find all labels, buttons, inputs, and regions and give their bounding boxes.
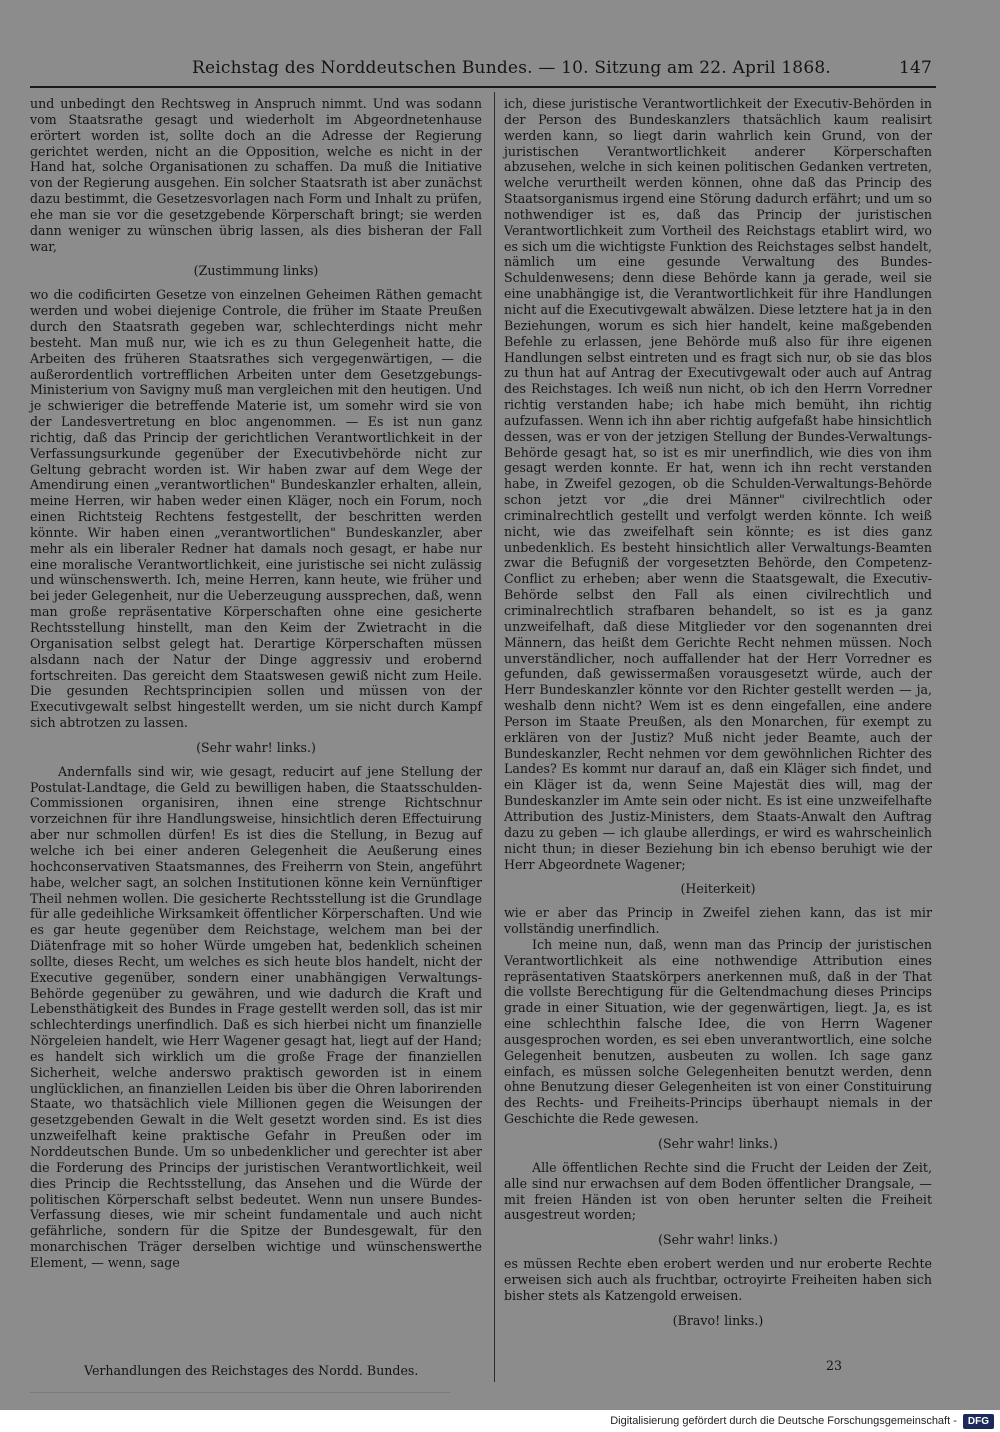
left-column <box>30 96 482 1271</box>
header-rule <box>30 86 936 88</box>
dfg-logo[interactable]: DFG <box>963 1414 994 1429</box>
right-paragraph-5: es müssen Rechte eben erobert werden und nur eroberte Rechte erweisen sich auch als fruchtbar, octroyirte Freiheiten haben sich bisher stets als Katzengold erweisen. <box>504 1256 932 1303</box>
right-interjection-1: (Heiterkeit) <box>680 881 756 897</box>
digitization-credit: Digitalisierung gefördert durch die Deutsche Forschungsgemeinschaft - <box>610 1415 957 1427</box>
running-header <box>192 58 932 82</box>
right-column <box>504 96 932 1336</box>
left-paragraph-3: Andernfalls sind wir, wie gesagt, reducirt auf jene Stellung der Postulat-Landtage, die Geld zu bewilligen haben, die Staatsschulden-Commissionen organisiren, ihnen eine strenge Richtschnur vorzeichnen für ihre Handlungsweise, hinsichtlich deren Effectuirung aber nur schmollen dürfen! Es ist dies die Stellung, in Bezug auf welche ich bei einer anderen Gelegenheit die Aeußerung eines hochconservativen Staatsmannes, des Freiherrn von Stein, angeführt habe, welcher sagt, an solchen Institutionen könne kein Vernünftiger Theil nehmen wollen. Die gesicherte Rechtsstellung ist die Grundlage für alle gedeihliche Wirksamkeit öffentlicher Körperschaften. Und wie es gar heute gegenüber dem Reichstage, welchem man bei der Diätenfrage mit so hoher Würde umgeben hat, bedenklich scheinen sollte, dieses Recht, um welches es sich heute blos handelt, nicht der Executive gegenüber, sondern einer unabhängigen Verwaltungs-Behörde gegenüber zu gewähren, und wie dadurch die Kraft und Lebensthätigkeit des Bundes in Frage gestellt werden soll, das ist mir schlechterdings unerfindlich. Daß es sich hierbei nicht um finanzielle Nörgeleien handelt, wie Herr Wagener gesagt hat, liegt auf der Hand; es handelt sich wirklich um die große Frage der finanziellen Sicherheit, welche anderswo praktisch geworden ist in einem unglücklichen, an finanziellen Leiden bis über die Ohren laborirenden Staate, wo thatsächlich viele Millionen gegen die Weisungen der gesetzgebenden Gewalt in die Welt gesetzt worden sind. Es ist dies unzweifelhaft keine praktische Gefahr in Preußen oder im Norddeutschen Bunde. Um so unbedenklicher und gerechter ist aber die Forderung des Princips der juristischen Verantwortlichkeit, weil dies Princip die Rechtsstellung, das Ansehen und die Würde der politischen Körperschaft selbst bedeutet. Wenn nun unsere Bundes-Verfassung dieses, wie mir scheint fundamentale und auch nicht gefährliche, sondern für die Spitze der Bundesgewalt, für den monarchischen Träger derselben wichtige und wünschenswerthe Element, — wenn, sage <box>30 763 482 1270</box>
column-divider <box>494 92 495 1382</box>
digitization-footer <box>0 1410 1000 1432</box>
right-paragraph-1: ich, diese juristische Verantwortlichkeit der Executiv-Behörden in der Person des Bundeskanzlers thatsächlich kaum realisirt werden kann, so liegt darin wahrlich kein Grund, von der juristischen Verantwortlichkeit anderer Körperschaften abzusehen, welche in sich keinen politischen Gedanken vertreten, welche verurtheilt werden können, ohne daß das Princip des Staatsorganismus irgend eine Störung dadurch erfährt; und um so nothwendiger ist es, daß das Princip der juristischen Verantwortlichkeit zum Vortheil des Reichstags etablirt wird, wo es sich um die wichtigste Funktion des Reichstages selbst handelt, nämlich um eine gesunde Verwaltung des Bundes-Schuldenwesens; denn diese Behörde kann ja gerade, weil sie eine unabhängige ist, die Verantwortlichkeit für ihre Handlungen nicht auf die Executivgewalt abwälzen. Diese letztere hat ja in den Beziehungen, worum es sich hier handelt, keine maßgebenden Befehle zu erlassen, jene Behörde muß also für ihre eigenen Handlungen selbst eintreten und es fragt sich nur, ob sie das blos zu thun hat auf Antrag der Executivgewalt oder auch auf Antrag des Reichstages. Ich weiß nun nicht, ob ich den Herrn Vorredner richtig verstanden habe; ich habe mich bemüht, ihn richtig aufzufassen. Wenn ich ihn aber richtig aufgefaßt habe hinsichtlich dessen, was er von der jetzigen Stellung der Bundes-Verwaltungs-Behörde gesagt hat, so ist es mir unerfindlich, wie dies von ihm gesagt werden konnte. Er hat, wenn ich ihn recht verstanden habe, in Zweifel gezogen, ob die Schulden-Verwaltungs-Behörde schon jetzt vor „die drei Männer" civilrechtlich oder criminalrechtlich gestellt und verfolgt werden könnte. Ich weiß nicht, wie das zweifelhaft sein könnte; es ist dies ganz unbedenklich. Es besteht hinsichtlich aller Verwaltungs-Beamten zwar die Befugniß der vorgesetzten Behörde, den Competenz-Conflict zu erheben; aber wenn die Staatsgewalt, die Executiv-Behörde selbst den Fall als einen civilrechtlich und criminalrechtlich strafbaren behandelt, so ist es ja ganz unzweifelhaft, daß diese Mitglieder vor den sogenannten drei Männern, das heißt dem Gerichte Recht nehmen müssen. Noch unverständlicher, noch auffallender hat der Herr Vorredner es gefunden, daß gewissermaßen vorausgesetzt würde, auch der Herr Bundeskanzler könnte vor den Richter gestellt werden — ja, weshalb denn nicht? Wem ist es denn eingefallen, eine andere Person im Staate Preußen, als den Monarchen, für exempt zu erklären von der Justiz? Muß nicht jeder Beamte, auch der Bundeskanzler, Recht nehmen vor dem gewöhnlichen Richter des Landes? Es kommt nur darauf an, daß ein Kläger sich findet, und ein Kläger ist da, wenn Seine Majestät dies will, mag der Bundeskanzler im Amte sein oder nicht. Es ist eine unzweifelhafte Attribution des Justiz-Ministers, dem Staats-Anwalt den Auftrag dazu zu geben — ich glaube allerdings, er wird es wahrscheinlich nicht thun; in dieser Beziehung bin ich ebenso beruhigt wie der Herr Abgeordnete Wagener; <box>504 96 932 872</box>
left-paragraph-2: wo die codificirten Gesetze von einzelnen Geheimen Räthen gemacht werden und wobei diejenige Controle, die früher im Staate Preußen durch den Staatsrath gegeben war, schlechterdings nicht mehr besteht. Man muß nur, wie ich es zu thun Gelegenheit hatte, die Arbeiten des früheren Staatsrathes sich vergegenwärtigen, — die außerordentlich vortrefflichen Arbeiten unter dem Gesetzgebungs-Ministerium von Savigny muß man vergleichen mit den heutigen. Und je schwieriger die betreffende Materie ist, um somehr wird sie von der Landesvertretung en bloc angenommen. — Es ist nun ganz richtig, daß das Princip der gerichtlichen Verantwortlichkeit in der Verfassungsurkunde gegenüber der Executivbehörde nicht zur Geltung gebracht worden ist. Wir haben zwar auf dem Wege der Amendirung einen „verantwortlichen" Bundeskanzler erhalten, allein, meine Herren, wir haben weder einen Kläger, noch ein Forum, noch einen Richtsteig Rechtens festgestellt, der beschritten werden könnte. Wir haben einen „verantwortlichen" Bundeskanzler, aber mehr als ein liberaler Redner hat damals noch gesagt, er habe nur eine moralische Verantwortlichkeit, eine juristische sei nicht zulässig und wünschenswerth. Ich, meine Herren, kann heute, wie früher und bei jeder Gelegenheit, nur die Ueberzeugung aussprechen, daß, wenn man große repräsentative Körperschaften ohne eine gesicherte Rechtsstellung hinstellt, man den Keim der Zwietracht in die Organisation selbst gelegt hat. Derartige Körperschaften müssen alsdann nach der Natur der Dinge aggressiv und erobernd fortschreiten. Das gereicht dem Staatswesen gewiß nicht zum Heile. Die gesunden Rechtsprincipien sollen und müssen von der Executivgewalt selbst hingestellt werden, um sie nicht durch Kampf sich abtrotzen zu lassen. <box>30 287 482 731</box>
left-interjection-2: (Sehr wahr! links.) <box>196 739 316 755</box>
sheet-number: 23 <box>826 1358 843 1373</box>
left-interjection-1: (Zustimmung links) <box>193 263 319 279</box>
right-paragraph-4: Alle öffentlichen Rechte sind die Frucht der Leiden der Zeit, alle sind nur erwachsen auf dem Boden öffentlicher Drangsale, — mit freien Händen ist von oben herunter selten die Freiheit ausgestreut worden; <box>504 1159 932 1223</box>
right-interjection-4: (Bravo! links.) <box>672 1312 764 1328</box>
right-paragraph-3: Ich meine nun, daß, wenn man das Princip der juristischen Verantwortlichkeit als eine nothwendige Attribution eines repräsentativen Staatskörpers anerkennen muß, daß in der That die vollste Berechtigung für die Geltendmachung dieses Princips grade in einer Situation, wie der gegenwärtigen, liegt. Ja, es ist eine schlechthin falsche Idee, die von Herrn Wagener ausgesprochen worden, es sei eben unverantwortlich, eine solche Gelegenheit benutzen, ausbeuten zu wollen. Ich sage ganz einfach, es müssen solche Gelegenheiten benutzt werden, denn ohne Benutzung dieser Gelegenheiten ist von einer Constituirung des Rechts- und Freiheits-Princips überhaupt niemals in der Geschichte die Rede gewesen. <box>504 936 932 1127</box>
right-interjection-2: (Sehr wahr! links.) <box>658 1136 778 1151</box>
right-interjection-3: (Sehr wahr! links.) <box>658 1232 778 1248</box>
source-note: Verhandlungen des Reichstages des Nordd. Bundes. <box>84 1363 419 1378</box>
bottom-faint-rule <box>30 1392 450 1393</box>
right-paragraph-2: wie er aber das Princip in Zweifel ziehen kann, das ist mir vollständig unerfindlich. <box>504 905 932 937</box>
header-page-number: 147 <box>898 58 932 78</box>
header-title: Reichstag des Norddeutschen Bundes. — 10. Sitzung am 22. April 1868. <box>192 58 831 78</box>
left-paragraph-1: und unbedingt den Rechtsweg in Anspruch nimmt. Und was sodann vom Staatsrathe gesagt und wiederholt im Abgeordnetenhause erörtert worden ist, sollte doch an die Adresse der Regierung gerichtet werden, nicht an die Opposition, welche es nicht in der Hand hat, solche Organisationen zu schaffen. Da muß die Initiative von der Regierung ausgehen. Ein solcher Staatsrath ist aber zunächst dazu bestimmt, die Gesetzesvorlagen nach Form und Inhalt zu prüfen, ehe man sie vor die gesetzgebende Körperschaft bringt; sie werden dann weniger zu wünschen übrig lassen, als dies bisheran der Fall war, <box>30 96 482 254</box>
